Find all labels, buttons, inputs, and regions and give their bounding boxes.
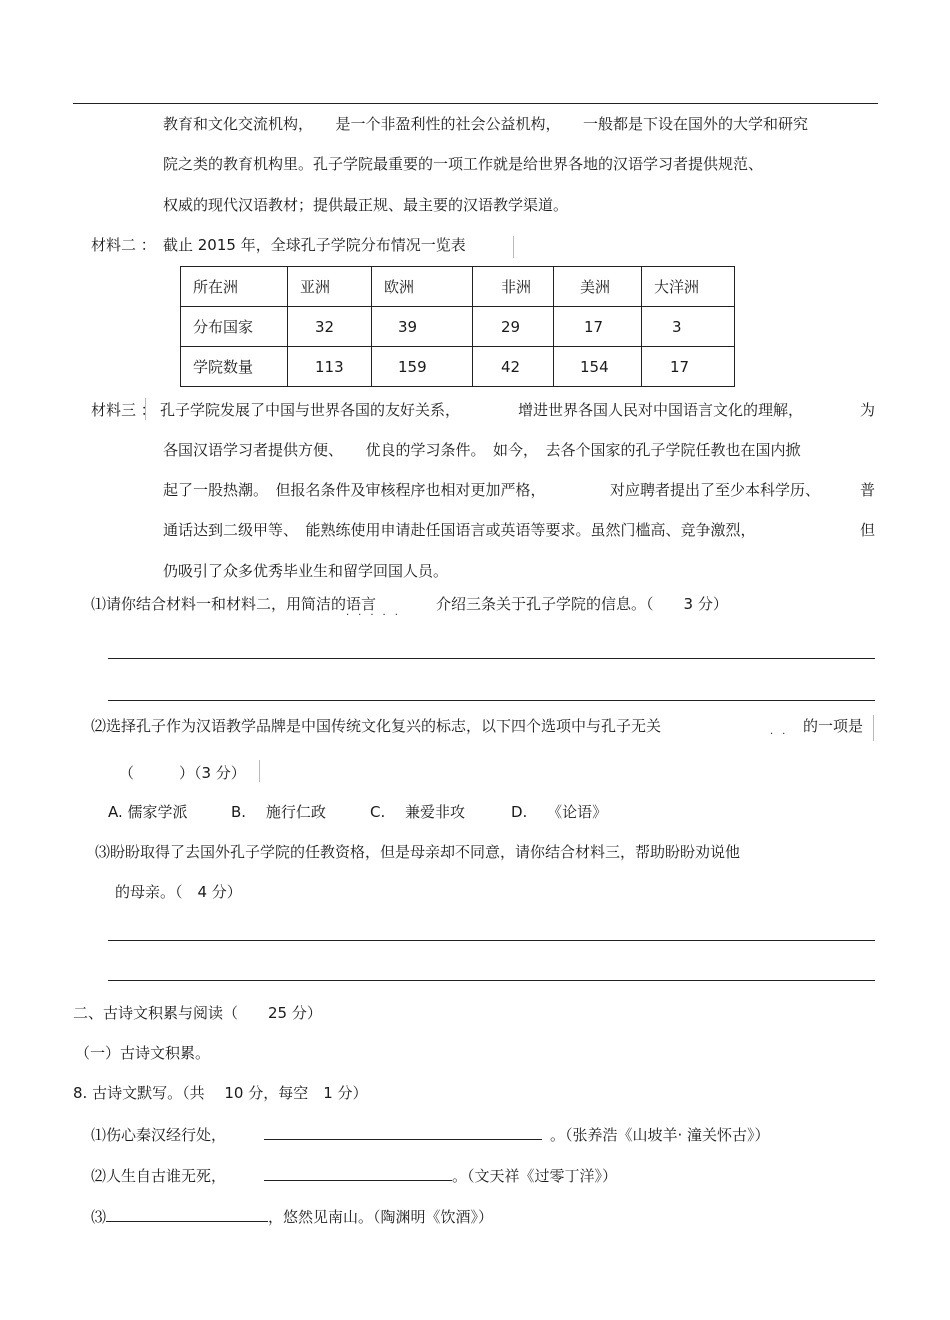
- table-cell: 113: [288, 347, 372, 387]
- material3-line5: 仍吸引了众多优秀毕业生和留学回国人员。: [163, 562, 449, 580]
- material1-line1: 教育和文化交流机构， 是一个非盈利性的社会公益机构， 一般都是下设在国外的大学和研究: [163, 115, 809, 133]
- option-d[interactable]: D. 《论语》: [511, 803, 608, 821]
- poem-item-suffix: ，悠然见南山。（陶渊明《饮酒》）: [268, 1208, 494, 1226]
- poem-item-1: [91, 1123, 770, 1145]
- answer-line[interactable]: [108, 700, 875, 701]
- table-header-cell: 欧洲: [372, 267, 473, 307]
- option-b[interactable]: B. 施行仁政: [231, 803, 326, 821]
- q3-line2: 的母亲。（ 4 分）: [115, 883, 242, 901]
- material1-line2: 院之类的教育机构里。孔子学院最重要的一项工作就是给世界各地的汉语学习者提供规范、: [163, 155, 764, 173]
- section2-title: 二、古诗文积累与阅读（ 25 分）: [73, 1004, 322, 1022]
- table-header-cell: 非洲: [473, 267, 554, 307]
- q3-line1: ⑶盼盼取得了去国外孔子学院的任教资格，但是母亲却不同意，请你结合材料三，帮助盼盼劝说他: [95, 843, 741, 861]
- q2-answer-paren[interactable]: （ ）（3 分）: [119, 764, 246, 782]
- material3-line3: 起了一股热潮。 但报名条件及审核程序也相对更加严格，: [163, 481, 546, 499]
- emphasis-dots: ··: [770, 729, 795, 740]
- material3-line3b: 对应聘者提出了至少本科学历、: [610, 481, 821, 499]
- table-cell: 学院数量: [181, 347, 288, 387]
- emphasis-dots: ·····: [346, 610, 407, 621]
- table-cell: 17: [642, 347, 735, 387]
- material3-line4: 通话达到二级甲等、 能熟练使用申请赴任国语言或英语等要求。虽然门槛高、竞争激烈，: [163, 521, 756, 539]
- table-cell: 3: [642, 307, 735, 347]
- option-a[interactable]: A. 儒家学派: [108, 803, 188, 821]
- table-cell: 42: [473, 347, 554, 387]
- distribution-table: [180, 266, 735, 387]
- poem-item-prefix: ⑵人生自古谁无死，: [91, 1167, 227, 1185]
- q2-text: ⑵选择孔子作为汉语教学品牌是中国传统文化复兴的标志，以下四个选项中与孔子无关: [91, 717, 662, 735]
- material3-line1b: 增进世界各国人民对中国语言文化的理解，: [518, 401, 804, 419]
- material3-line4c: 但: [860, 521, 876, 539]
- table-header-cell: 大洋洲: [642, 267, 735, 307]
- answer-line[interactable]: [108, 940, 875, 941]
- material2-title: 截止 2015 年，全球孔子学院分布情况一览表: [163, 236, 466, 254]
- material3-line1: 孔子学院发展了中国与世界各国的友好关系，: [160, 401, 461, 419]
- material1-line3: 权威的现代汉语教材；提供最正规、最主要的汉语教学渠道。: [163, 196, 569, 214]
- fill-blank[interactable]: [264, 1123, 542, 1140]
- poem-item-suffix: 。（张养浩《山坡羊· 潼关怀古》）: [550, 1126, 770, 1144]
- poem-item-prefix: ⑴伤心秦汉经行处，: [91, 1126, 227, 1144]
- table-row: [181, 347, 735, 387]
- poem-item-suffix: 。（文天祥《过零丁洋》）: [452, 1167, 618, 1185]
- material3-line3c: 普: [860, 481, 876, 499]
- table-cell: 32: [288, 307, 372, 347]
- margin-mark: [259, 760, 260, 782]
- poem-item-3: [91, 1205, 493, 1227]
- section2-sub1: （一）古诗文积累。: [75, 1044, 211, 1062]
- option-c[interactable]: C. 兼爱非攻: [370, 803, 466, 821]
- table-cell: 17: [554, 307, 642, 347]
- table-header-cell: 所在洲: [181, 267, 288, 307]
- header-rule: [73, 103, 878, 104]
- poem-item-2: [91, 1164, 617, 1186]
- table-cell: 159: [372, 347, 473, 387]
- q2-text-b: 的一项是: [803, 717, 864, 735]
- answer-line[interactable]: [108, 980, 875, 981]
- fill-blank[interactable]: [264, 1164, 452, 1181]
- table-header-row: [181, 267, 735, 307]
- table-cell: 29: [473, 307, 554, 347]
- fill-blank[interactable]: [106, 1205, 268, 1222]
- material2-label: 材料二 ：: [91, 236, 156, 254]
- table-row: [181, 307, 735, 347]
- poem-item-prefix: ⑶: [91, 1208, 107, 1226]
- table-cell: 分布国家: [181, 307, 288, 347]
- margin-mark: [873, 715, 874, 741]
- material3-label: 材料三 ：: [91, 401, 156, 419]
- margin-mark: [513, 236, 514, 258]
- margin-mark: [145, 398, 146, 420]
- table-header-cell: 亚洲: [288, 267, 372, 307]
- q1-text-b: 介绍三条关于孔子学院的信息。（ 3 分）: [436, 595, 728, 613]
- material3-line1c: 为: [860, 401, 876, 419]
- q8-title: 8. 古诗文默写。（共 10 分，每空 1 分）: [73, 1084, 368, 1102]
- q1-text: ⑴请你结合材料一和材料二，用简洁的语言: [91, 595, 377, 613]
- answer-line[interactable]: [108, 658, 875, 659]
- table-cell: 154: [554, 347, 642, 387]
- material3-line2: 各国汉语学习者提供方便、 优良的学习条件。 如今， 去各个国家的孔子学院任教也在国内掀: [163, 441, 801, 459]
- table-cell: 39: [372, 307, 473, 347]
- table-header-cell: 美洲: [554, 267, 642, 307]
